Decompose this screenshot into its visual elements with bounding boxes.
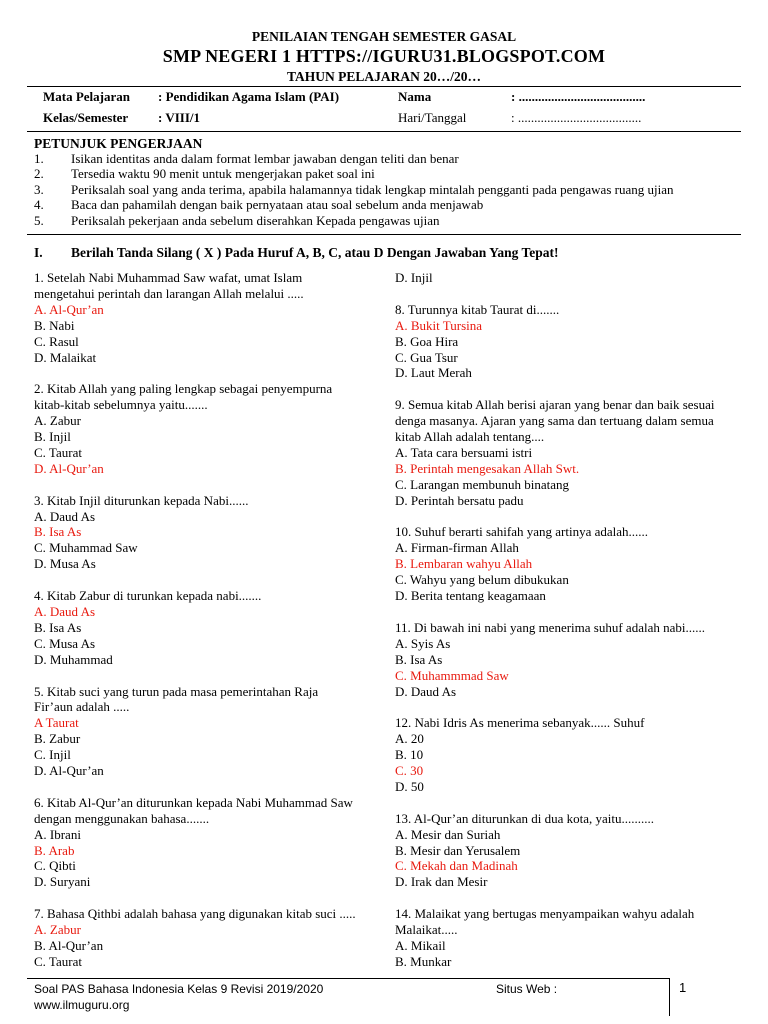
answer-option: B. Al-Qur’an xyxy=(34,937,104,953)
question-item xyxy=(34,270,364,365)
answer-option: A. Ibrani xyxy=(34,826,81,842)
answer-option-correct: B. Perintah mengesakan Allah Swt. xyxy=(395,460,580,476)
answer-option-correct: C. Mekah dan Madinah xyxy=(395,858,518,874)
header-divider-top xyxy=(27,86,741,87)
answer-option: B. Nabi xyxy=(34,317,75,333)
question-item xyxy=(395,906,740,970)
answer-option: D. Daud As xyxy=(395,683,457,699)
question-text: 4. Kitab Zabur di turunkan kepada nabi....... xyxy=(34,588,262,604)
date-value: : ...................................... xyxy=(511,110,642,125)
answer-option: C. Wahyu yang belum dibukukan xyxy=(395,572,569,588)
question-text: 3. Kitab Injil diturunkan kepada Nabi...... xyxy=(34,492,249,508)
answer-option: A. Syis As xyxy=(395,635,451,651)
question-text: denga masanya. Ajaran yang sama dan tertuang dalam semua xyxy=(395,413,714,429)
instruction-text: Isikan identitas anda dalam format lembar jawaban dengan teliti dan benar xyxy=(71,151,459,166)
section-title: Berilah Tanda Silang ( X ) Pada Huruf A, B, C, atau D Dengan Jawaban Yang Tepat! xyxy=(71,245,559,260)
instruction-item xyxy=(34,197,483,213)
answer-option: A. Zabur xyxy=(34,413,81,429)
answer-option: C. Muhammad Saw xyxy=(34,540,138,556)
answer-option: C. Musa As xyxy=(34,635,96,651)
header-divider-middle xyxy=(27,131,741,132)
answer-option: B. Isa As xyxy=(34,619,82,635)
answer-option: D. Berita tentang keagamaan xyxy=(395,588,546,604)
name-value: : ....................................... xyxy=(511,89,646,104)
footer-exam-info: Soal PAS Bahasa Indonesia Kelas 9 Revisi 2019/2020 xyxy=(34,982,324,996)
academic-year: TAHUN PELAJARAN 20…/20… xyxy=(286,69,481,84)
question-item xyxy=(395,270,740,286)
question-item xyxy=(395,715,740,795)
answer-option: C. Gua Tsur xyxy=(395,349,458,365)
answer-option-correct: A. Al-Qur’an xyxy=(34,301,104,317)
class-value: : VIII/1 xyxy=(158,110,201,125)
date-label: Hari/Tanggal xyxy=(398,110,467,125)
footer-website[interactable]: www.ilmuguru.org xyxy=(34,998,130,1012)
question-item xyxy=(395,524,740,604)
question-text: 7. Bahasa Qithbi adalah bahasa yang digunakan kitab suci ..... xyxy=(34,906,356,922)
question-item xyxy=(34,795,364,890)
name-label: Nama xyxy=(398,89,432,104)
answer-option: B. 10 xyxy=(395,747,424,763)
answer-option-correct: D. Al-Qur’an xyxy=(34,460,104,476)
question-text: 14. Malaikat yang bertugas menyampaikan wahyu adalah xyxy=(395,906,695,922)
instruction-number: 3. xyxy=(34,182,44,197)
instruction-item xyxy=(34,151,459,167)
answer-option-correct: A. Bukit Tursina xyxy=(395,317,483,333)
answer-option: B. Mesir dan Yerusalem xyxy=(395,842,521,858)
answer-option: C. Larangan membunuh binatang xyxy=(395,476,570,492)
instruction-number: 2. xyxy=(34,166,44,181)
answer-option: D. Injil xyxy=(395,270,433,285)
answer-option: A. Mikail xyxy=(395,937,446,953)
question-text: dengan menggunakan bahasa....... xyxy=(34,810,210,826)
answer-option: D. Muhammad xyxy=(34,651,113,667)
question-item xyxy=(34,684,364,779)
exam-title: PENILAIAN TENGAH SEMESTER GASAL xyxy=(251,29,517,44)
answer-option-correct: A Taurat xyxy=(34,715,79,731)
footer-divider xyxy=(27,978,670,979)
question-text: 11. Di bawah ini nabi yang menerima suhuf adalah nabi...... xyxy=(395,619,705,635)
answer-option: B. Goa Hira xyxy=(395,333,459,349)
question-item xyxy=(395,397,740,508)
answer-option: D. Irak dan Mesir xyxy=(395,874,488,890)
answer-option: A. Firman-firman Allah xyxy=(395,540,519,556)
answer-option: C. Qibti xyxy=(34,858,76,874)
question-text: 10. Suhuf berarti sahifah yang artinya adalah...... xyxy=(395,524,649,540)
answer-option: D. Suryani xyxy=(34,874,91,890)
question-text: 9. Semua kitab Allah berisi ajaran yang benar dan baik sesuai xyxy=(395,397,715,413)
answer-option: D. Perintah bersatu padu xyxy=(395,492,524,508)
question-text: mengetahui perintah dan larangan Allah melalui ..... xyxy=(34,285,304,301)
question-text: Fir’aun adalah ..... xyxy=(34,699,130,715)
answer-option-correct: C. 30 xyxy=(395,763,424,779)
question-item xyxy=(34,906,364,970)
school-name: SMP NEGERI 1 HTTPS://IGURU31.BLOGSPOT.COM xyxy=(162,46,606,66)
question-text: 12. Nabi Idris As menerima sebanyak...... Suhuf xyxy=(395,715,645,731)
answer-option: C. Rasul xyxy=(34,333,79,349)
question-item xyxy=(34,381,364,476)
subject-value: : Pendidikan Agama Islam (PAI) xyxy=(158,89,340,104)
answer-option: C. Taurat xyxy=(34,953,82,969)
question-text: 2. Kitab Allah yang paling lengkap sebagai penyempurna xyxy=(34,381,333,397)
question-text: Malaikat..... xyxy=(395,922,458,938)
question-text: 8. Turunnya kitab Taurat di....... xyxy=(395,301,560,317)
section-number: I. xyxy=(34,245,43,260)
answer-option-correct: B. Isa As xyxy=(34,524,82,540)
answer-option: A. Tata cara bersuami istri xyxy=(395,444,533,460)
footer-site-label: Situs Web : xyxy=(496,982,558,996)
question-item xyxy=(395,620,740,700)
instruction-item xyxy=(34,166,375,182)
question-item xyxy=(34,493,364,573)
page-number: 1 xyxy=(679,980,687,995)
answer-option: B. Munkar xyxy=(395,953,452,969)
answer-option-correct: A. Daud As xyxy=(34,603,96,619)
question-text: 5. Kitab suci yang turun pada masa pemerintahan Raja xyxy=(34,683,319,699)
instruction-item xyxy=(34,182,673,198)
instruction-item xyxy=(34,213,440,229)
question-column-right xyxy=(395,270,740,986)
answer-option-correct: B. Lembaran wahyu Allah xyxy=(395,556,533,572)
answer-option: B. Zabur xyxy=(34,731,81,747)
subject-label: Mata Pelajaran xyxy=(43,89,131,104)
answer-option: C. Injil xyxy=(34,747,71,763)
question-text: 13. Al-Qur’an diturunkan di dua kota, yaitu.......... xyxy=(395,810,654,826)
instruction-number: 4. xyxy=(34,197,44,212)
section-heading xyxy=(34,245,558,261)
answer-option-correct: B. Arab xyxy=(34,842,75,858)
answer-option: D. 50 xyxy=(395,778,424,794)
question-text: kitab-kitab sebelumnya yaitu....... xyxy=(34,397,208,413)
class-label: Kelas/Semester xyxy=(43,110,129,125)
instruction-number: 5. xyxy=(34,213,44,228)
instruction-text: Baca dan pahamilah dengan baik pernyataan atau soal sebelum anda menjawab xyxy=(71,197,484,212)
answer-option-correct: C. Muhammmad Saw xyxy=(395,667,509,683)
instruction-text: Tersedia waktu 90 menit untuk mengerjakan paket soal ini xyxy=(71,166,375,181)
answer-option: C. Taurat xyxy=(34,444,82,460)
instruction-number: 1. xyxy=(34,151,44,166)
instruction-text: Periksalah soal yang anda terima, apabila halamannya tidak lengkap mintalah pengganti pada pengawas ruang ujian xyxy=(71,182,674,197)
answer-option: B. Injil xyxy=(34,429,71,445)
instructions-divider xyxy=(27,234,741,235)
answer-option: D. Al-Qur’an xyxy=(34,763,104,779)
answer-option: D. Malaikat xyxy=(34,349,97,365)
question-text: 6. Kitab Al-Qur’an diturunkan kepada Nabi Muhammad Saw xyxy=(34,794,353,810)
question-item xyxy=(395,302,740,382)
question-item xyxy=(395,811,740,891)
footer-vertical-divider xyxy=(669,978,670,1016)
question-text: kitab Allah adalah tentang.... xyxy=(395,429,545,445)
question-text: 1. Setelah Nabi Muhammad Saw wafat, umat Islam xyxy=(34,270,303,285)
question-column-left xyxy=(34,270,364,986)
question-item xyxy=(34,588,364,668)
answer-option: A. 20 xyxy=(395,731,424,747)
answer-option: A. Daud As xyxy=(34,508,96,524)
instructions-title: PETUNJUK PENGERJAAN xyxy=(34,136,203,151)
answer-option: A. Mesir dan Suriah xyxy=(395,826,501,842)
instruction-text: Periksalah pekerjaan anda sebelum diserahkan Kepada pengawas ujian xyxy=(71,213,440,228)
answer-option: B. Isa As xyxy=(395,651,443,667)
answer-option: D. Laut Merah xyxy=(395,365,472,381)
answer-option-correct: A. Zabur xyxy=(34,922,81,938)
answer-option: D. Musa As xyxy=(34,556,96,572)
